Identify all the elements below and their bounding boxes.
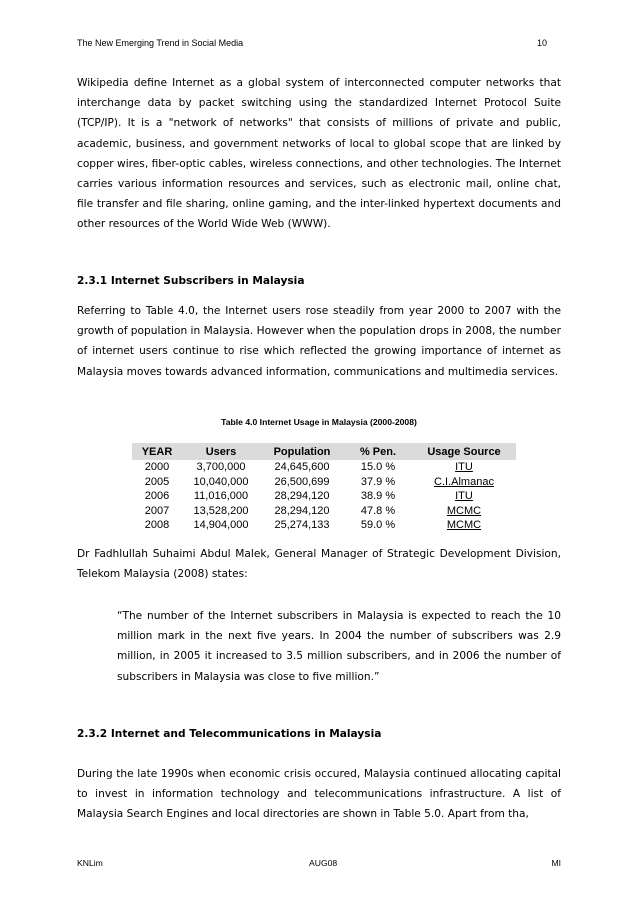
attribution-paragraph: Dr Fadhlullah Suhaimi Abdul Malek, General Manager of Strategic Development Division, Telekom Malaysia (2008) states: xyxy=(77,548,561,581)
cell-penetration: 59.0 % xyxy=(360,519,396,531)
telecom-paragraph: During the late 1990s when economic crisis occured, Malaysia continued allocating capital to invest in information technology and telecommunications infrastructure. A list of Malaysia Search Engines and local directories are shown in Table 5.0. Apart from tha, xyxy=(77,768,561,821)
table-row xyxy=(132,460,516,475)
subscribers-paragraph: Referring to Table 4.0, the Internet users rose steadily from year 2000 to 2007 with the growth of population in Malaysia. However when the population drops in 2008, the number of internet users continue to rise which reflected the growing importance of internet as Malaysia moves towards advanced information, communications and multimedia services. xyxy=(77,305,561,378)
col-header-year: YEAR xyxy=(132,443,182,460)
section-heading-subscribers: 2.3.1 Internet Subscribers in Malaysia xyxy=(77,275,305,287)
cell-users: 3,700,000 xyxy=(196,461,246,473)
cell-users: 10,040,000 xyxy=(193,475,249,488)
cell-year: 2007 xyxy=(144,504,170,517)
table-header-row xyxy=(132,443,516,460)
cell-population: 24,645,600 xyxy=(274,461,330,473)
cell-source-link[interactable]: C.I.Almanac xyxy=(434,475,494,488)
col-header-usage-source: Usage Source xyxy=(412,443,516,460)
table-row xyxy=(132,504,516,519)
col-header-users: Users xyxy=(182,443,260,460)
cell-population: 28,294,120 xyxy=(274,504,330,517)
cell-users: 14,904,000 xyxy=(193,519,249,531)
internet-usage-table xyxy=(132,443,516,533)
cell-population: 26,500,699 xyxy=(274,475,330,488)
cell-penetration: 47.8 % xyxy=(360,504,396,517)
page-number: 10 xyxy=(536,38,547,48)
table-row xyxy=(132,518,516,533)
col-header-population: Population xyxy=(260,443,344,460)
cell-users: 13,528,200 xyxy=(193,504,249,517)
footer-right: MI xyxy=(551,858,561,868)
section-heading-telecom: 2.3.2 Internet and Telecommunications in Malaysia xyxy=(77,728,382,740)
cell-source-link[interactable]: ITU xyxy=(455,490,473,502)
cell-penetration: 15.0 % xyxy=(360,461,396,473)
cell-population: 25,274,133 xyxy=(274,519,330,531)
cell-penetration: 37.9 % xyxy=(360,475,396,488)
cell-users: 11,016,000 xyxy=(193,490,249,502)
cell-year: 2005 xyxy=(144,475,170,488)
block-quote: “The number of the Internet subscribers in Malaysia is expected to reach the 10 million mark in the next five years. In 2004 the number of subscribers was 2.9 million, in 2005 it increased to 3.5 million subscribers, and in 2006 the number of subscribers in Malaysia was close to five million.” xyxy=(117,610,561,683)
table-row xyxy=(132,475,516,490)
col-header-penetration: % Pen. xyxy=(344,443,412,460)
table-row xyxy=(132,489,516,504)
cell-source-link[interactable]: MCMC xyxy=(446,519,482,531)
cell-population: 28,294,120 xyxy=(274,490,330,502)
header-title: The New Emerging Trend in Social Media xyxy=(77,38,244,48)
footer-center: AUG08 xyxy=(309,858,338,868)
intro-paragraph: Wikipedia define Internet as a global system of interconnected computer networks that interchange data by packet switching using the standardized Internet Protocol Suite (TCP/IP). It is a "network of networks" that consists of millions of private and public, academic, business, and government networks of local to global scope that are linked by copper wires, fiber-optic cables, wireless connections, and other technologies. The Internet carries various information resources and services, such as electronic mail, online chat, file transfer and file sharing, online gaming, and the inter-linked hypertext documents and other resources of the World Wide Web (WWW). xyxy=(77,77,561,231)
cell-year: 2008 xyxy=(144,519,170,531)
cell-penetration: 38.9 % xyxy=(360,490,396,502)
cell-source-link[interactable]: ITU xyxy=(455,461,473,473)
cell-source-link[interactable]: MCMC xyxy=(446,504,482,517)
cell-year: 2006 xyxy=(144,490,170,502)
cell-year: 2000 xyxy=(144,461,170,473)
page-header xyxy=(77,38,561,48)
table-caption: Table 4.0 Internet Usage in Malaysia (2000-2008) xyxy=(221,417,417,427)
footer-left: KNLim xyxy=(77,858,103,868)
